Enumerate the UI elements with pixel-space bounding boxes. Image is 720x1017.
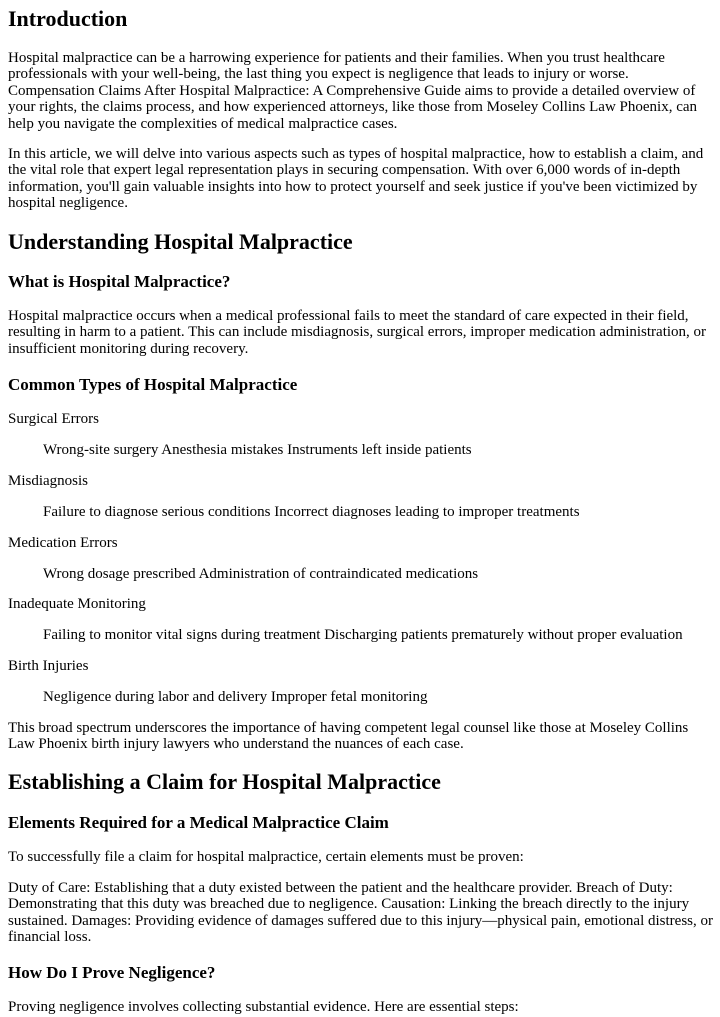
heading-common-types: Common Types of Hospital Malpractice: [8, 375, 298, 394]
elements-paragraph: Duty of Care: Establishing that a duty existed between the patient and the healthcare provider. Breach of Duty: Demonstrating that this duty was breached due to negligence. Causation: Linking the breach directly to the injury sustained. Damages: Providing evidence of damages suffered due to this injury—physical pain, emotional distress, or financial loss.: [8, 880, 713, 946]
type-detail-misdiagnosis: Failure to diagnose serious conditions Incorrect diagnoses leading to improper treatments: [43, 504, 580, 520]
type-term-monitoring: Inadequate Monitoring: [8, 596, 146, 612]
type-term-misdiagnosis: Misdiagnosis: [8, 473, 89, 489]
type-term-surgical: Surgical Errors: [8, 411, 99, 427]
heading-what-is: What is Hospital Malpractice?: [8, 272, 231, 291]
type-detail-medication: Wrong dosage prescribed Administration of contraindicated medications: [43, 566, 479, 582]
intro-paragraph-2: In this article, we will delve into various aspects such as types of hospital malpractice, how to establish a claim, and the vital role that expert legal representation plays in securing compensation. With over 6,000 words of in-depth information, you'll gain valuable insights into how to protect yourself and seek justice if you've been victimized by hospital negligence.: [8, 146, 704, 212]
type-detail-monitoring: Failing to monitor vital signs during treatment Discharging patients prematurely without proper evaluation: [43, 627, 683, 643]
elements-intro: To successfully file a claim for hospital malpractice, certain elements must be proven:: [8, 849, 524, 865]
prove-paragraph: Proving negligence involves collecting substantial evidence. Here are essential steps:: [8, 999, 519, 1015]
heading-understanding: Understanding Hospital Malpractice: [8, 229, 353, 254]
intro-paragraph-1: Hospital malpractice can be a harrowing experience for patients and their families. When you trust healthcare professionals with your well-being, the last thing you expect is negligence that leads to injury or worse. Compensation Claims After Hospital Malpractice: A Comprehensive Guide aims to provide a detailed overview of your rights, the claims process, and how experienced attorneys, like those from Moseley Collins Law Phoenix, can help you navigate the complexities of medical malpractice cases.: [8, 50, 698, 132]
what-is-paragraph: Hospital malpractice occurs when a medical professional fails to meet the standard of care expected in their field, resulting in harm to a patient. This can include misdiagnosis, surgical errors, improper medication administration, or insufficient monitoring during recovery.: [8, 308, 707, 357]
type-term-birth: Birth Injuries: [8, 658, 89, 674]
heading-prove-negligence: How Do I Prove Negligence?: [8, 963, 216, 982]
spectrum-paragraph: This broad spectrum underscores the importance of having competent legal counsel like those at Moseley Collins Law Phoenix birth injury lawyers who understand the nuances of each case.: [8, 720, 689, 753]
heading-elements: Elements Required for a Medical Malpractice Claim: [8, 813, 389, 832]
type-detail-surgical: Wrong-site surgery Anesthesia mistakes Instruments left inside patients: [43, 442, 472, 458]
type-term-medication: Medication Errors: [8, 535, 118, 551]
heading-introduction: Introduction: [8, 6, 128, 31]
type-detail-birth: Negligence during labor and delivery Improper fetal monitoring: [43, 689, 428, 705]
heading-establishing: Establishing a Claim for Hospital Malpractice: [8, 769, 441, 794]
